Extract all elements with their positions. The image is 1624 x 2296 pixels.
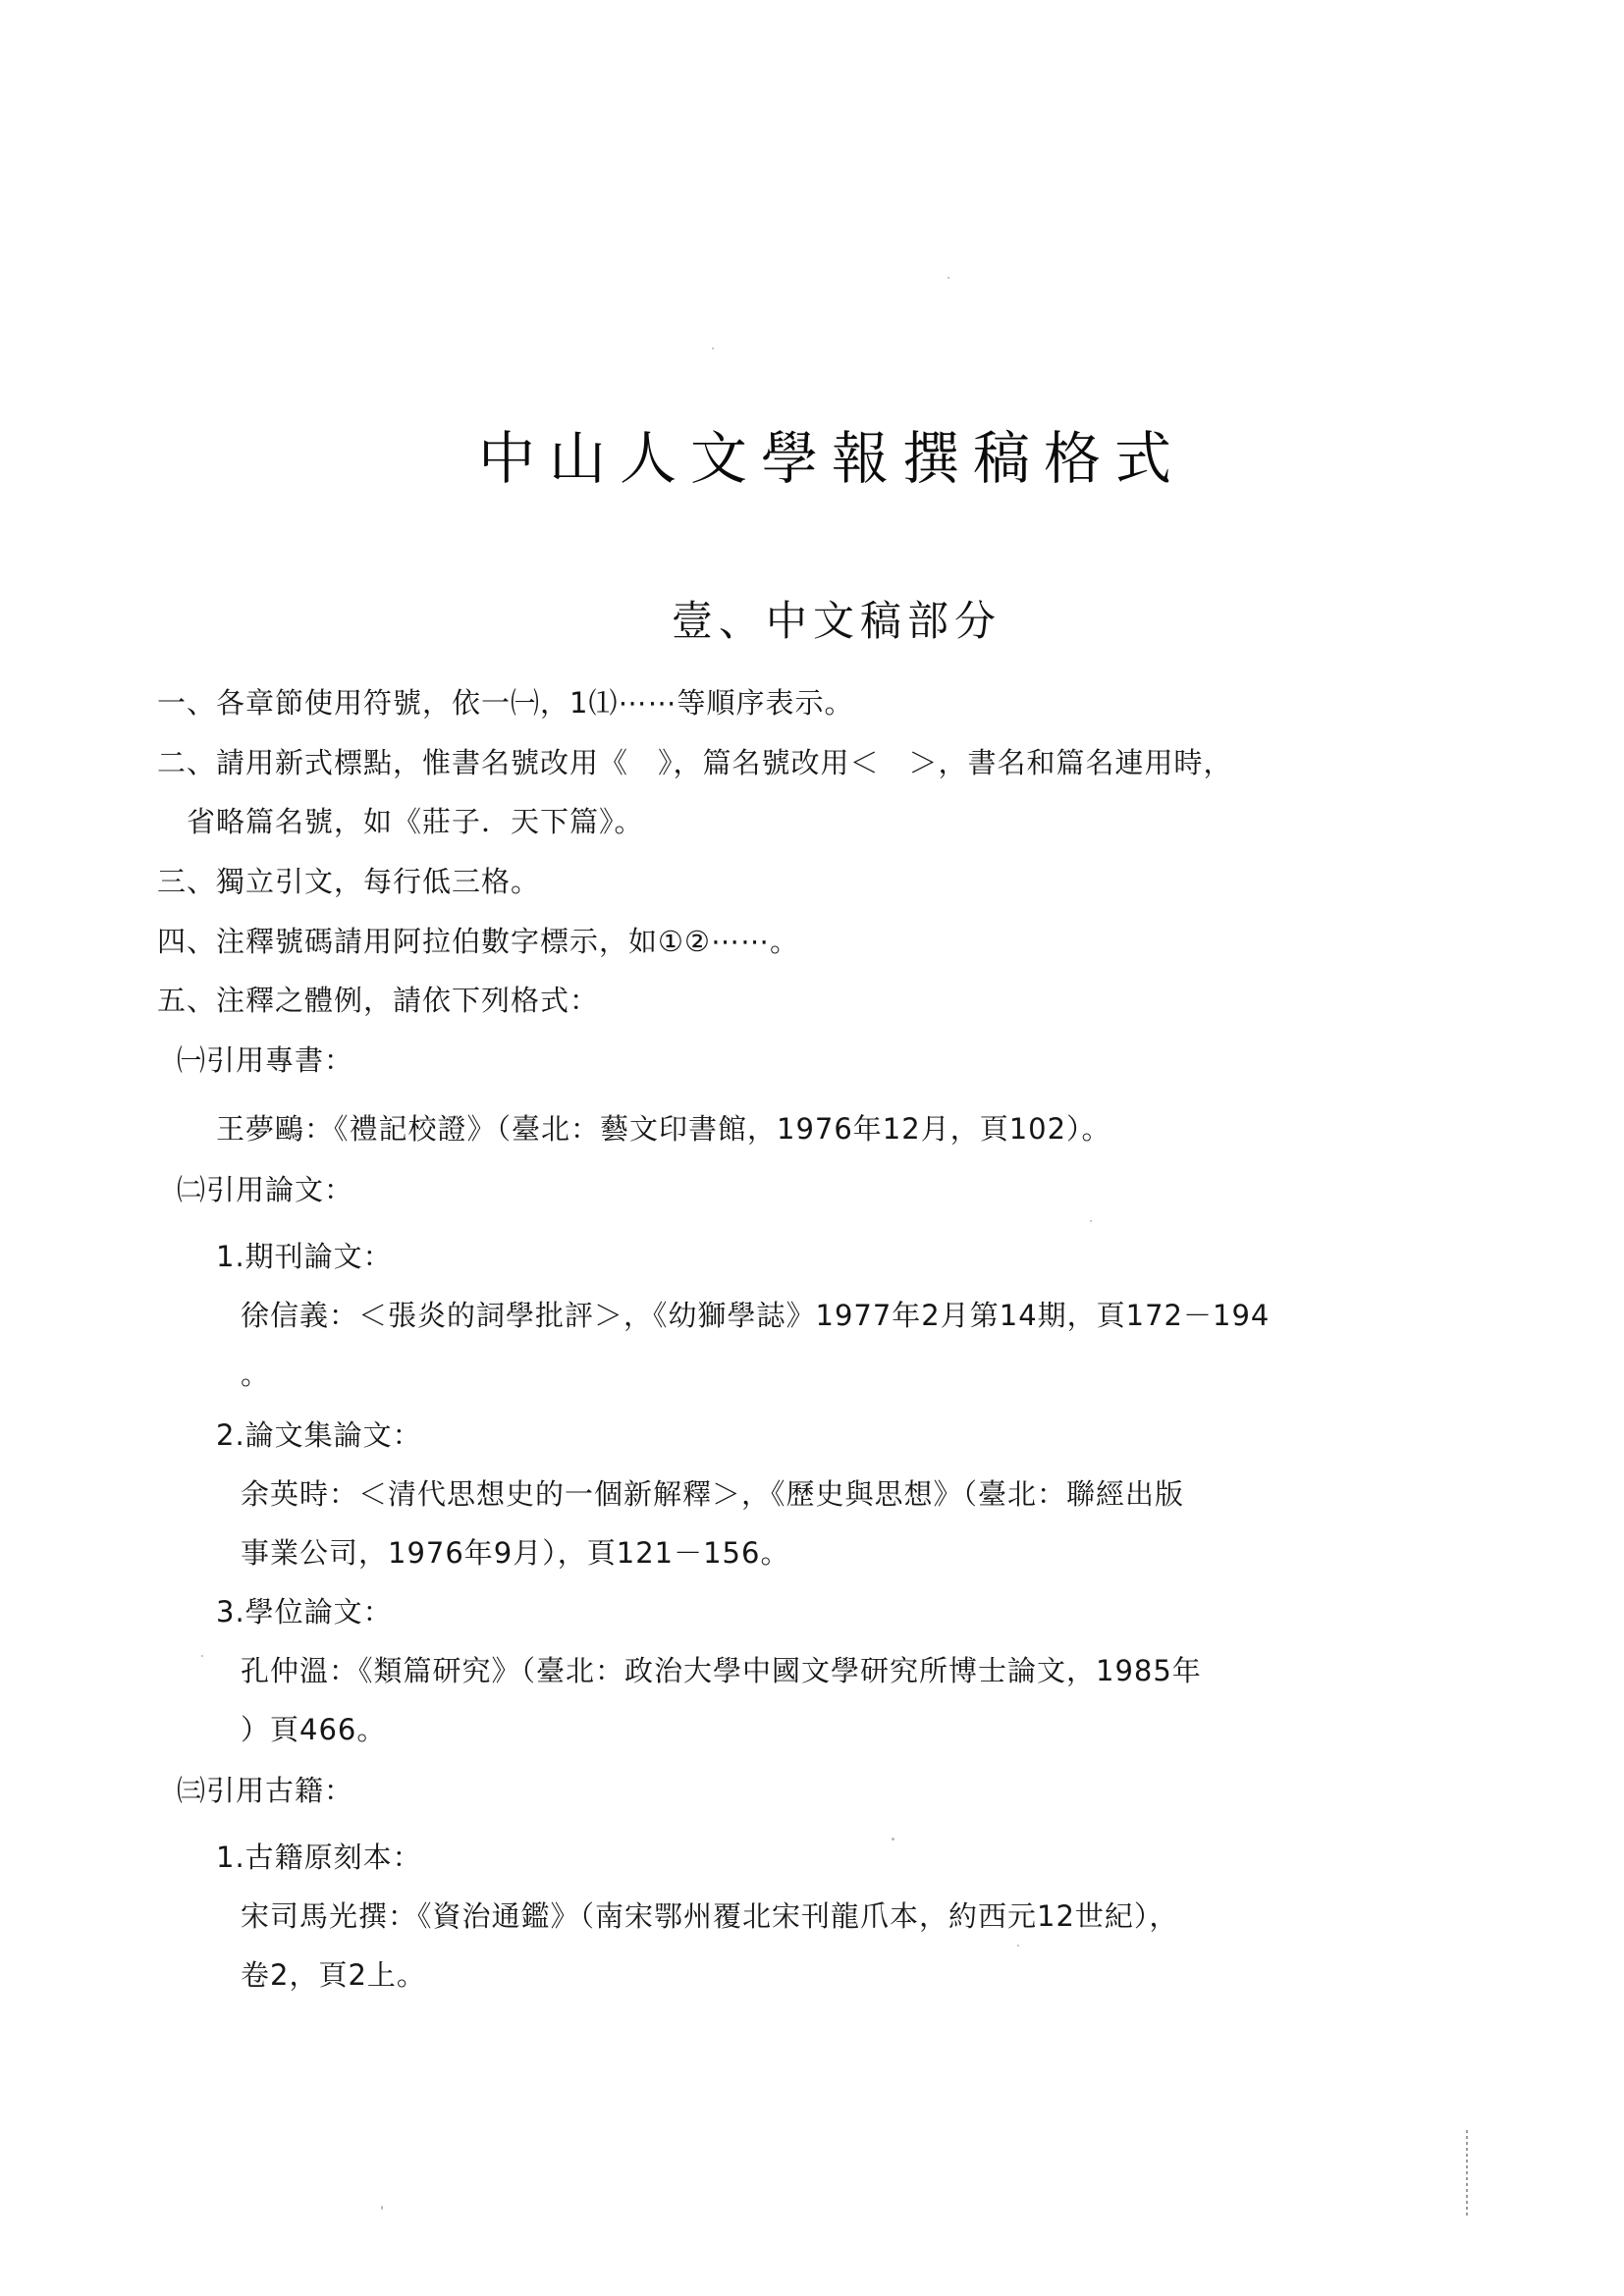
document-title: 中山人文學報撰稿格式 <box>477 425 1185 492</box>
note-section-1-example: 王夢鷗：《禮記校證》（臺北：藝文印書館，1976年12月，頁102）。 <box>216 1112 1111 1146</box>
rule-5: 五、注釋之體例，請依下列格式： <box>157 984 600 1017</box>
rule-4: 四、注釋號碼請用阿拉伯數字標示，如①②⋯⋯。 <box>157 925 799 958</box>
note-2-3-example-line-2: ）頁466。 <box>241 1713 387 1746</box>
note-section-2-heading: ㈡引用論文： <box>177 1173 354 1206</box>
scan-speck <box>947 277 949 279</box>
note-2-2-heading: 2.論文集論文： <box>216 1418 422 1452</box>
note-2-1-example-line-1: 徐信義：＜張炎的詞學批評＞，《幼獅學誌》1977年2月第14期，頁172－194 <box>241 1299 1271 1332</box>
scan-speck <box>381 2206 383 2210</box>
note-section-1-heading: ㈠引用專書： <box>177 1043 354 1077</box>
rule-2-line-2: 省略篇名號，如《莊子．天下篇》。 <box>187 805 644 838</box>
note-2-1-example-line-2: 。 <box>241 1358 271 1391</box>
scan-speck <box>201 1655 203 1657</box>
note-2-2-example-line-2: 事業公司，1976年9月），頁121－156。 <box>241 1536 790 1570</box>
note-3-1-heading: 1.古籍原刻本： <box>216 1841 422 1874</box>
scan-speck <box>712 347 714 349</box>
rule-3: 三、獨立引文，每行低三格。 <box>157 865 541 898</box>
note-2-2-example-line-1: 余英時：＜清代思想史的一個新解釋＞，《歷史與思想》（臺北：聯經出版 <box>241 1477 1185 1511</box>
scan-edge-mark <box>1466 2130 1468 2218</box>
rule-1: 一、各章節使用符號，依一㈠，1⑴⋯⋯等順序表示。 <box>157 686 854 720</box>
rule-2-line-1: 二、請用新式標點，惟書名號改用《 》，篇名號改用＜ ＞，書名和篇名連用時， <box>157 746 1233 779</box>
scan-speck <box>892 1838 894 1841</box>
scan-speck <box>1090 1220 1092 1222</box>
note-2-3-heading: 3.學位論文： <box>216 1595 393 1629</box>
note-2-3-example-line-1: 孔仲溫：《類篇研究》（臺北：政治大學中國文學研究所博士論文，1985年 <box>241 1654 1202 1687</box>
note-3-1-example-line-1: 宋司馬光撰：《資治通鑑》（南宋鄂州覆北宋刊龍爪本，約西元12世紀）， <box>241 1899 1179 1933</box>
section-heading: 壹、中文稿部分 <box>671 597 1001 645</box>
note-2-1-heading: 1.期刊論文： <box>216 1240 393 1273</box>
scan-speck <box>1017 1945 1019 1947</box>
note-section-3-heading: ㈢引用古籍： <box>177 1774 354 1807</box>
note-3-1-example-line-2: 卷2，頁2上。 <box>241 1958 426 1992</box>
